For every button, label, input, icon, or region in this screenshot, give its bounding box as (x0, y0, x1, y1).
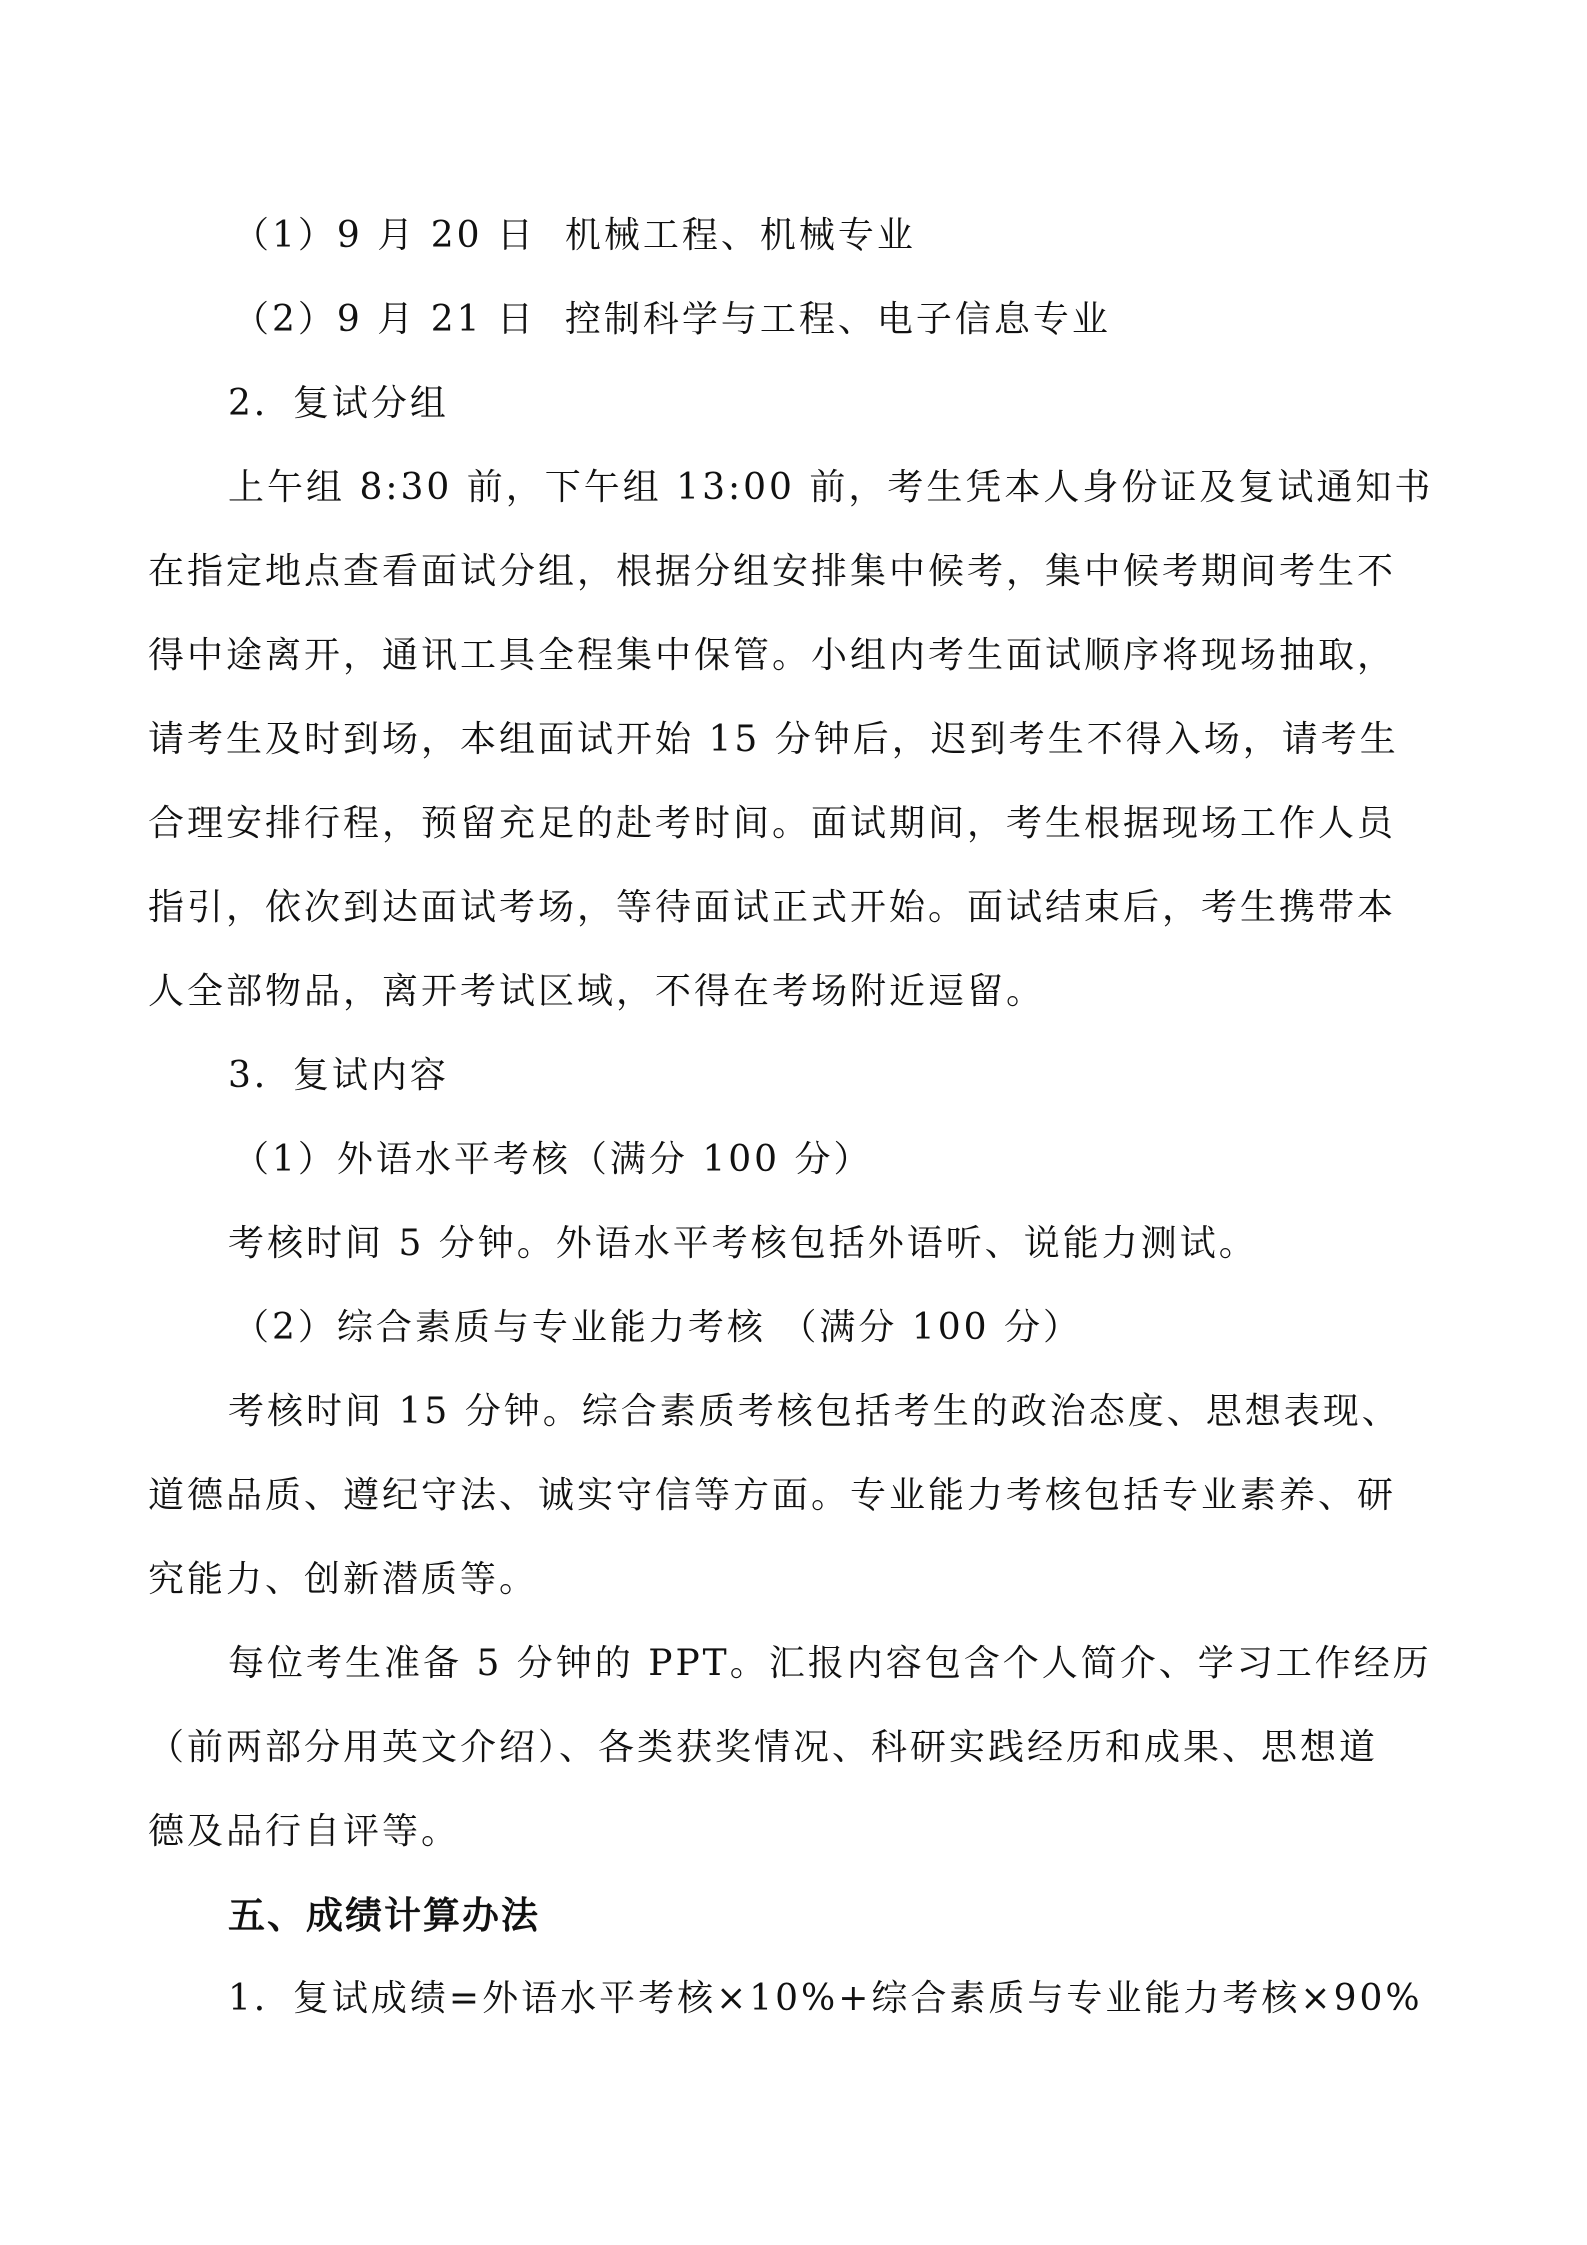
paragraph-comprehensive-line-2: 道德品质、遵纪守法、诚实守信等方面。专业能力考核包括专业素养、研 (148, 1475, 1397, 1516)
paragraph-ppt-line-2: （前两部分用英文介绍）、各类获奖情况、科研实践经历和成果、思想道 (148, 1727, 1379, 1768)
paragraph-grouping-line-1: 上午组 8:30 前，下午组 13:00 前，考生凭本人身份证及复试通知书 (228, 467, 1434, 508)
paragraph-grouping-line-7: 人全部物品，离开考试区域，不得在考场附近逗留。 (148, 971, 1046, 1012)
paragraph-ppt-line-3: 德及品行自评等。 (148, 1811, 461, 1852)
paragraph-comprehensive-line-1: 考核时间 15 分钟。综合素质考核包括考生的政治态度、思想表现、 (228, 1391, 1401, 1432)
paragraph-ppt-line-1: 每位考生准备 5 分钟的 PPT。汇报内容包含个人简介、学习工作经历 (228, 1643, 1432, 1684)
paragraph-grouping-line-5: 合理安排行程，预留充足的赴考时间。面试期间，考生根据现场工作人员 (148, 803, 1397, 844)
subheading-language-assessment: （1）外语水平考核（满分 100 分） (233, 1139, 873, 1180)
section-heading-grouping: 2．复试分组 (228, 383, 449, 424)
section-heading-score-calculation: 五、成绩计算办法 (228, 1894, 540, 1937)
paragraph-language-assessment: 考核时间 5 分钟。外语水平考核包括外语听、说能力测试。 (228, 1223, 1258, 1264)
subheading-comprehensive-assessment: （2）综合素质与专业能力考核 （满分 100 分） (233, 1307, 1082, 1348)
paragraph-grouping-line-4: 请考生及时到场，本组面试开始 15 分钟后，迟到考生不得入场，请考生 (148, 719, 1399, 760)
score-formula: 1．复试成绩=外语水平考核×10%+综合素质与专业能力考核×90% (228, 1978, 1423, 2019)
schedule-item-2: （2）9 月 21 日 控制科学与工程、电子信息专业 (233, 299, 1111, 340)
paragraph-grouping-line-3: 得中途离开，通讯工具全程集中保管。小组内考生面试顺序将现场抽取， (148, 635, 1397, 676)
paragraph-grouping-line-2: 在指定地点查看面试分组，根据分组安排集中候考，集中候考期间考生不 (148, 551, 1397, 592)
paragraph-grouping-line-6: 指引，依次到达面试考场，等待面试正式开始。面试结束后，考生携带本 (148, 887, 1397, 928)
section-heading-content: 3．复试内容 (228, 1055, 449, 1096)
schedule-item-1: （1）9 月 20 日 机械工程、机械专业 (233, 215, 916, 256)
paragraph-comprehensive-line-3: 究能力、创新潜质等。 (148, 1559, 539, 1600)
